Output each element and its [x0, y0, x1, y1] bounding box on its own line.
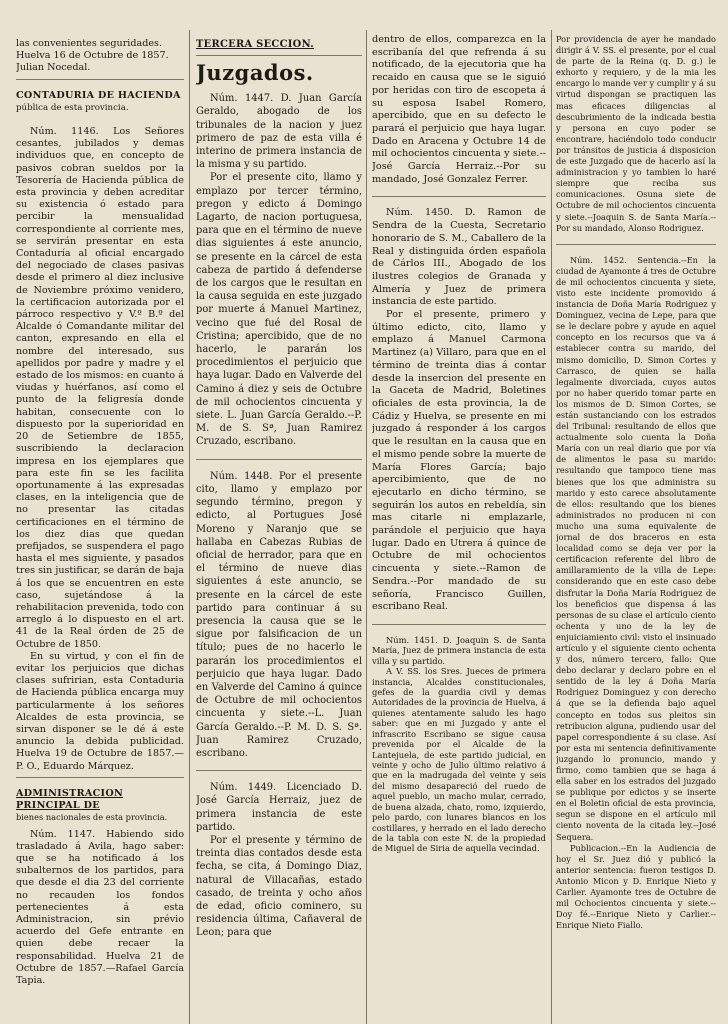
notice-1146: Núm. 1146. Los Señores cesantes, jubilados y demas individuos que, en concepto de pasivos cobran sueldos por la Tesorería de Hacienda pública de esta provincia y deben acreditar su existencia ó estado para percibir la mensualidad correspondiente al corriente mes, se servirán presentar en esta Contaduría al oficial encargado del negociado de clases pasivas desde el primero al diez inclusive de Noviembre próximo venidero, la certificacion autorizada por el párroco respectivo y V.º B.º del Alcalde ó Comandante militar del canton, expresando en ella el nombre del interesado, sus apellidos por padre y madre y el estado de los mismos: en cuanto á viudas y huérfanos, así como el punto de la feligresía donde habitan, consecuente con lo dispuesto por la superioridad en 20 de Setiembre de 1855, suscribiendo la declaracion impresa en los ejemplares que para este fin se les facilita oportunamente á las expresadas clases, en la inteligencia que de no presentar las citadas certificaciones en el término de los diez dias que quedan prefijados, se suspendera el pago hasta el mes siguiente, y pasados tres sin justificar, se darán de baja á los que se encuentren en este caso, sujetándose á la rehabilitacion prevenida, todo con arreglo á lo dispuesto en el art. 41 de la Real órden de 25 de Octubre de 1850. [16, 126, 184, 650]
column-1 [16, 0, 184, 1024]
notice-1447: Núm. 1447. D. Juan García Geraldo, abogado de los tribunales de la nacion y juez primero de paz de esta villa é interino de primera instancia de la misma y su partido. [196, 93, 362, 171]
admin-heading: ADMINISTRACION PRINCIPAL DE [16, 787, 124, 811]
column-4 [556, 0, 716, 1024]
notice-1451: Núm. 1451. D. Joaquin S. de Santa María, Juez de primera instancia de esta villa y su partido. [372, 634, 546, 666]
divider [196, 770, 362, 771]
contaduria-heading: CONTADURIA DE HACIENDA [16, 89, 181, 101]
notice-1451-continued: Por providencia de ayer he mandado dirigir á V. SS. el presente, por el cual de parte de la Reina (q. D. g.) le exhorto y requiero, y de la mia les encargo lo mande ver y cumplir y á su virtud dispongan se practiquen las mas eficaces diligencias al descubrimiento de la indicada bestia y persona en cuyo poder se encontrare, haciéndolo todo conducir por tránsitos de justicia á disposicion de este Juzgado que de hacerlo así la administracion y yo tambien lo haré siempre que reciba sus comunicaciones. Osuna siete de Octubre de mil ochocientos cincuenta y siete.--Joaquin S. de Santa María.--Por su mandado, Alonso Rodriguez. [556, 34, 716, 233]
notice-1449: Núm. 1449. Licenciado D. José García Herraiz, juez de primera instancia de este partido. [196, 782, 362, 833]
column-3 [372, 0, 546, 1024]
admin-subheading: bienes nacionales de esta provincia. [16, 812, 168, 823]
notice-1448: Núm. 1448. Por el presente cito, llamo y emplazo por segundo término, pregon y edicto, al Portugues José Moreno y Naranjo que se hallaba en Cabezas Rubias de oficial de herrador, para que en el término de nueve dias siguientes á este anuncio, se presente en la cárcel de este partido para continuar á su presencia la causa que se le sigue por falsificacion de un título; pues de no hacerlo le pararán los procedimientos el perjuicio que haya lugar. Dado en Valverde del Camino á quince de Octubre de mil ochocientos cincuenta y siete.--L. Juan García Geraldo.--P. M. D. S. Sª. Juan Ramirez Cruzado, escribano. [196, 470, 362, 759]
notice-1452-b: Publicacion.--En la Audiencia de hoy el Sr. Juez dió y publicó la anterior sentencia: fueron testigos D. Antonio Micon y D. Enrique Nieto y Carlier. Ayamonte tres de Octubre de mil Ochocientos cincuenta y siete.--Doy fé.--Enrique Nieto y Carlier.--Enrique Nieto Fiallo. [556, 842, 716, 931]
notice-1452: Núm. 1452. Sentencia.--En la ciudad de Ayamonte á tres de Octubre de mil ochocientos cincuenta y siete, visto este incidente promovido á instancia de Doña María Rodriguez y Dominguez, vecina de Lepe, para que se le declare pobre y ayude en aquel concepto en los recursos que va á establecer contra su marido, del mismo domicilio, D. Simon Cortes y Carrasco, de quien se halla legalmente divorciada, cuyos autos por no haber querido tomar parte en los mismos de D. Simon Cortes, se están sustanciando con los estrados del Tribunal: resultando de ellos que actualmente solo cuenta la Doña María con un real diario que por vía de alimentos le pasa su marido: resultando que tampoco tiene mas bienes que los que administra su marido y esto carece absolutamente de ellos: resultando que los bienes administrados no producen ni con mucho una suma equivalente de jornal de dos braceros en esta localidad como se deja ver por la certificacion referente del libro de amillaramiento de la villa de Lepe: considerando que en este caso debe disfrutar la Doña María Rodriguez de los beneficios que dispensa á las personas de su clase el artículo ciento ochenta y uno de la ley de enjuiciamiento civil: visto el insinuado artículo y el siguiente ciento ochenta y dos, número tercero, fallo: Que debo declarar y declaro pobre en el sentido de la ley á Doña María Rodriguez Dominguez y con derecho á que se la defienda bajo aquel concepto en todos sus pleitos sin retribucion alguna, pudiendo usar del papel correspondiente á su clase. Así por esta mi sentencia definitivamente juzgando lo pronuncio, mando y firmo, como tambien que se haga á ella saber en los estrados del juzgado se publique por edictos y se inserte en el Boletin oficial de esta provincia, segun se dispone en el artículo mil ciento noventa de la citada ley.--José Sequera. [556, 254, 716, 842]
closing-signature: Julian Nocedal. [16, 62, 91, 74]
notice-1146-b: En su virtud, y con el fin de evitar los perjuicios que dichas clases sufririan, esta Contaduria de Hacienda pública encarga muy particularmente á los señores Alcaldes de esta provincia, se sirvan disponer se le dé á este anuncio la debida publicidad. Huelva 19 de Octubre de 1857.—P. O., Eduardo Márquez. [16, 650, 184, 772]
divider [372, 196, 546, 197]
notice-1449-continued: dentro de ellos, comparezca en la escribanía del que refrenda á su notificado, de la ejecutoria que ha recaido en causa que se le siguió por heridas con tiro de escopeta á su esposa Isabel Romero, apercibido, que en su defecto le parará el perjuicio que haya lugar. Dado en Aracena y Octubre 14 de mil ochocientos cincuenta y siete.--José García Herraiz.--Por su mandado, José Gonzalez Ferrer. [372, 34, 546, 185]
contaduria-subheading: pública de esta provincia. [16, 102, 129, 113]
notice-1147-admin: Núm. 1147. Habiendo sido trasladado á Avila, hago saber: que se ha notificado á los subalternos de los partidos, para que desde el dia 23 del corriente no recauden los fondos pertenecientes á esta Administracion, sin prévio acuerdo del Gefe entrante en quien debe recaer la responsabilidad. Huelva 21 de Octubre de 1857.—Rafael García Tapia. [16, 828, 184, 986]
column-rule [366, 30, 367, 1024]
notice-1451-b: A V. SS. los Sres. Jueces de primera instancia, Alcaldes constitucionales, gefes de la guardia civil y demas Autoridades de la provincia de Huelva, á quienes atentamente saludo les hago saber: que en mi Juzgado y ante el infrascrito Escribano se sigue causa prevenida por el Alcalde de la Lantejuela, de este partido judicial, en veinte y ocho de Julio último relativo á que en la madrugada del veinte y seis del mismo desapareció del ruedo de aquel pueblo, un macho mular, cerrado, de buena alzada, chato, romo, izquierdo, pelo pardo, con lunares blancos en los costillares, y herrado en el lado derecho de la tabla con este N. de la propiedad de Miguel de Siria de aquella vecindad. [372, 666, 546, 854]
section-title: Juzgados. [196, 60, 314, 86]
column-2 [196, 0, 362, 1024]
divider [16, 79, 184, 80]
divider [196, 459, 362, 460]
notice-1447-b: Por el presente cito, llamo y emplazo por tercer término, pregon y edicto á Domingo Lagarto, de nacion portuguesa, para que en el término de nueve dias siguientes á este anuncio, se presente en la cárcel de esta cabeza de partido á defenderse de los cargos que le resultan en la causa seguida en este juzgado por muerte á Manuel Martinez, vecino que fué del Rosal de Cristina; apercibido, que de no hacerlo, le pararán los procedimientos el perjuicio que haya lugar. Dado en Valverde del Camino á diez y seis de Octubre de mil ochocientos cincuenta y siete. L. Juan García Geraldo.--P. M. de S. Sª, Juan Ramirez Cruzado, escribano. [196, 172, 362, 448]
closing-date: Huelva 16 de Octubre de 1857. [16, 50, 169, 62]
closing-line: las convenientes seguridades. [16, 38, 163, 49]
divider [196, 55, 362, 56]
column-rule [189, 30, 190, 1024]
section-heading: TERCERA SECCION. [196, 39, 315, 50]
divider [556, 244, 716, 245]
notice-1450: Núm. 1450. D. Ramon de Sendra de la Cuesta, Secretario honorario de S. M., Caballero de la Real y distinguida órden española de Cárlos III., Abogado de los ilustres colegios de Granada y Almería y Juez de primera instancia de este partido. [372, 207, 546, 308]
divider [16, 777, 184, 778]
notice-1450-b: Por el presente, primero y último edicto, cito, llamo y emplazo á Manuel Carmona Martinez (a) Villaro, para que en el término de treinta dias á contar desde la insercion del presente en la Gaceta de Madrid, Boletines oficiales de esta provincia, la de Cádiz y Huelva, se presente en mi juzgado á responder á los cargos que le resultan en la causa que en el mismo pende sobre la muerte de María Flores García; bajo apercibimiento, que de no ejecutarlo en dicho término, se seguirán los autos en rebeldía, sin mas citarle ni emplazarle, parándole el perjuicio que haya lugar. Dado en Utrera á quince de Octubre de mil ochocientos cincuenta y siete.--Ramon de Sendra.--Por mandado de su señoría, Francisco Guillen, escribano Real. [372, 309, 546, 613]
notice-1449-b: Por el presente y término de treinta dias contados desde esta fecha, se cita, á Domingo Diaz, natural de Villacañas, estado casado, de treinta y ocho años de edad, oficio cominero, su residencia última, Cañaveral de Leon; para que [196, 834, 362, 939]
column-rule [551, 30, 552, 1024]
divider [372, 624, 546, 625]
